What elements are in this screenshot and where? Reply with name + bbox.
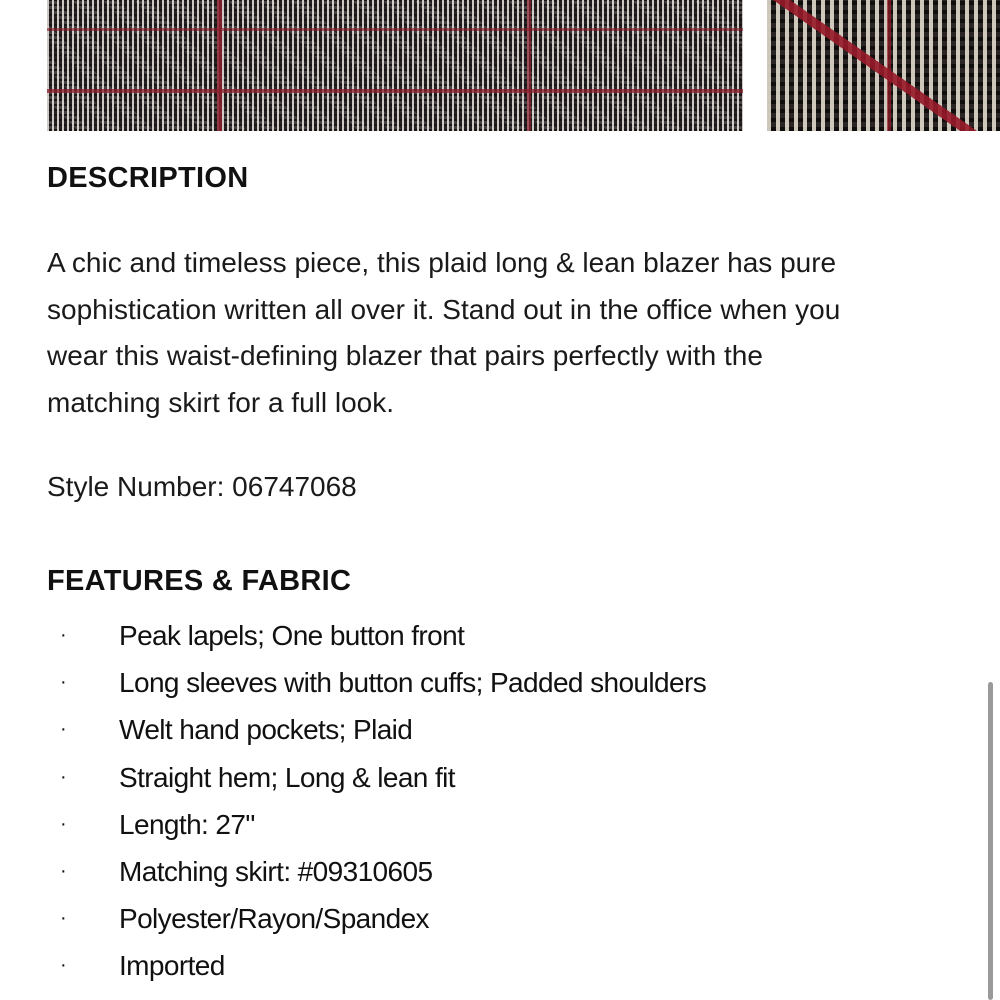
- feature-text: Length: 27": [119, 808, 255, 840]
- description-line: A chic and timeless piece, this plaid long & lean blazer has pure: [47, 247, 837, 278]
- feature-item: [47, 612, 947, 659]
- feature-text: Welt hand pockets; Plaid: [119, 714, 413, 746]
- description-line: sophistication written all over it. Stand out in the office when you: [47, 293, 841, 325]
- feature-item: [47, 659, 947, 706]
- description-heading: DESCRIPTION: [47, 162, 249, 194]
- description-line: wear this waist-defining blazer that pairs perfectly with the: [47, 340, 763, 371]
- bullet-icon: ·: [60, 954, 67, 977]
- product-image-main[interactable]: [47, 0, 743, 131]
- feature-text: Matching skirt: #09310605: [119, 855, 433, 887]
- feature-item: [47, 848, 947, 895]
- feature-item: [47, 801, 947, 848]
- feature-text: Polyester/Rayon/Spandex: [119, 903, 429, 935]
- product-image-gallery: [0, 0, 1000, 132]
- bullet-icon: ·: [60, 624, 67, 646]
- bullet-icon: ·: [60, 859, 67, 882]
- bullet-icon: ·: [60, 765, 67, 788]
- feature-item: [47, 754, 947, 801]
- feature-text: Imported: [119, 950, 225, 982]
- feature-item: [47, 942, 947, 989]
- feature-text: Straight hem; Long & lean fit: [119, 761, 455, 793]
- description-line: matching skirt for a full look.: [47, 386, 395, 418]
- feature-text: Long sleeves with button cuffs; Padded shoulders: [119, 667, 707, 699]
- style-number: Style Number: 06747068: [47, 471, 357, 502]
- bullet-icon: ·: [60, 907, 67, 930]
- features-list: [47, 612, 947, 990]
- scrollbar[interactable]: [988, 682, 993, 1000]
- feature-item: [47, 895, 947, 942]
- bullet-icon: ·: [60, 812, 67, 835]
- features-heading: FEATURES & FABRIC: [47, 565, 352, 597]
- description-text: [47, 240, 967, 426]
- feature-item: [47, 706, 947, 753]
- product-image-thumbnail[interactable]: [767, 0, 1000, 131]
- feature-text: Peak lapels; One button front: [119, 620, 465, 651]
- bullet-icon: ·: [60, 718, 67, 741]
- bullet-icon: ·: [60, 671, 67, 694]
